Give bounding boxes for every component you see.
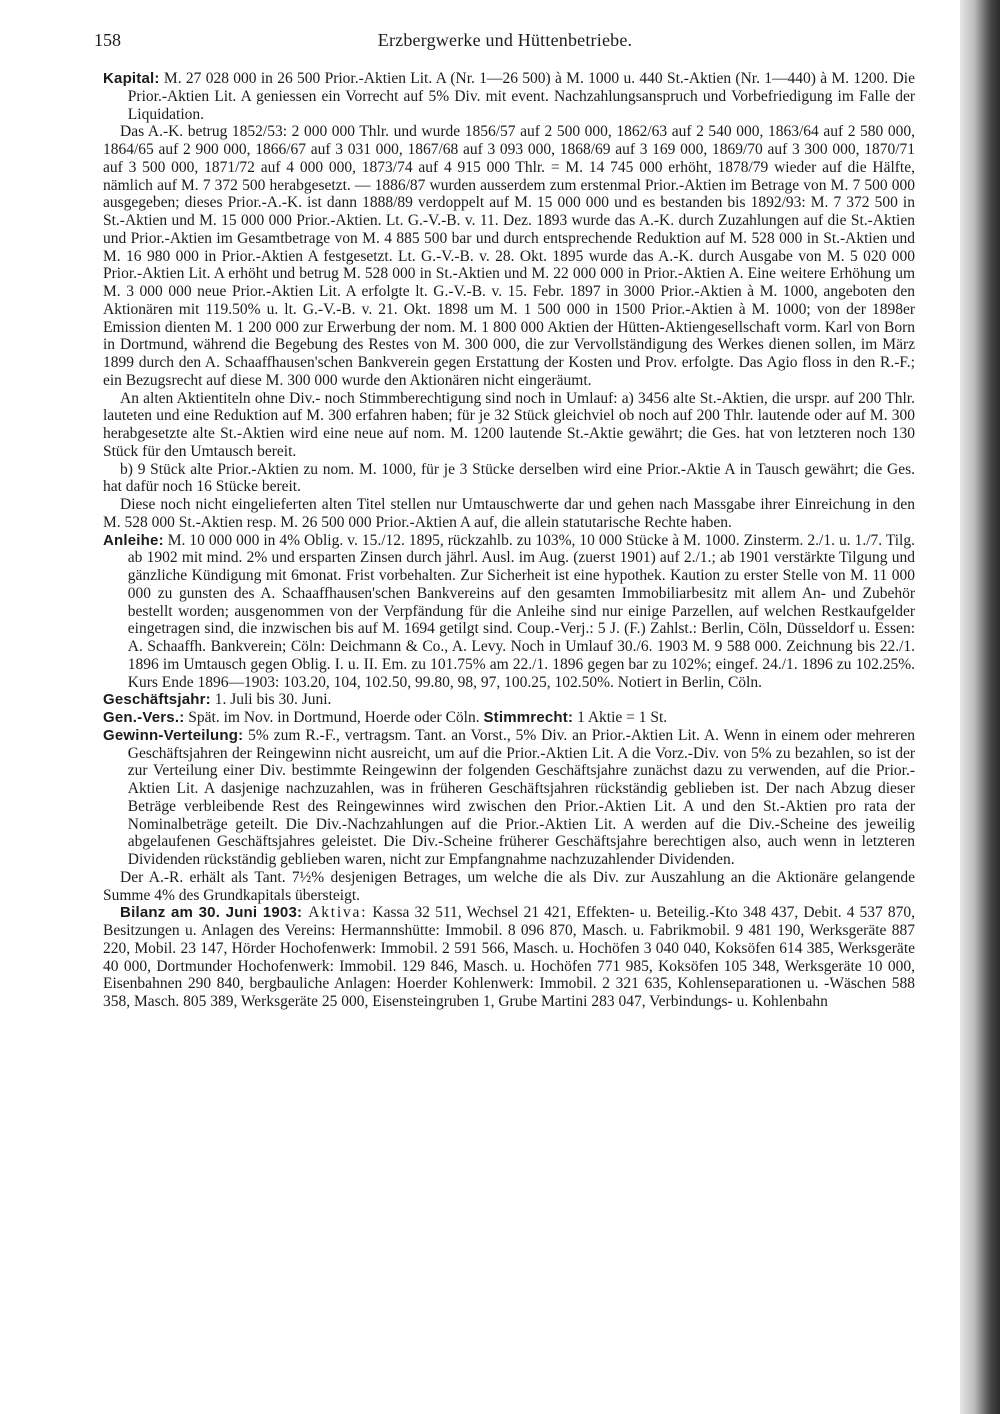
running-head: Erzbergwerke und Hüttenbetriebe. xyxy=(377,30,633,50)
kapital-paragraph xyxy=(103,70,915,123)
geschaeftsjahr-paragraph xyxy=(103,691,915,709)
page-header xyxy=(90,30,920,56)
section-label-anleihe: Anleihe: xyxy=(103,531,164,549)
genvers-text: Spät. im Nov. in Dortmund, Hoerde oder Cöln. xyxy=(184,709,484,726)
section-label-stimmrecht: Stimmrecht: xyxy=(483,709,574,726)
section-label-bilanz: Bilanz am 30. Juni 1903: xyxy=(120,904,303,922)
gewinn-text: 5% zum R.-F., vertragsm. Tant. an Vorst., 5% Div. an Prior.-Aktien Lit. A. Wenn in einem oder mehreren Geschäftsjahren der Reingewinn nicht ausreicht, um auf die Prior.-Aktien Lit. A die Vorz.-Div. von 5% zu bezahlen, so ist der zur Verteilung einer Div. bestimmte Reingewinn der folgenden Geschäftsjahre zunächst dazu zu verwenden, auf die Prior.-Aktien Lit. A dasjenige nachzuzahlen, was in früheren Geschäftsjahren rückständig geblieben ist. Der nach Abzug dieser Beträge verbleibende Rest des Reingewinnes wird zwischen den Prior.-Aktien Lit. A und den St.-Aktien pro rata der Nominalbeträge geteilt. Die Div.-Nachzahlungen auf die Prior.-Aktien Lit. A werden auf die Div.-Scheine des jeweilig abgelaufenen Geschäftsjahres geleistet. Die Div.-Scheine früherer Geschäftsjahre berechtigen also, auch wenn in letzteren Dividenden rückständig geblieben waren, nicht zur Empfangnahme nachzuzahlender Dividenden. xyxy=(127,726,915,868)
anleihe-paragraph xyxy=(103,532,915,692)
kapital-history-paragraph: Das A.-K. betrug 1852/53: 2 000 000 Thlr. und wurde 1856/57 auf 2 500 000, 1862/63 auf 2 540 000, 1863/64 auf 2 580 000, 1864/65 auf 2 900 000, 1866/67 auf 3 031 000, 1867/68 auf 3 093 000, 1868/69 auf 3 169 000, 1869/70 auf 3 300 000, 1870/71 auf 3 500 000, 1871/72 auf 4 000 000, 1873/74 auf 4 915 000 Thlr. = M. 14 745 000 erhöht, 1878/79 wieder auf die Hälfte, nämlich auf M. 7 372 500 herabgesetzt. — 1886/87 wurden ausserdem zum erstenmal Prior.-Aktien im Betrage von M. 7 500 000 ausgegeben; dieses Prior.-A.-K. ist dann 1888/89 verdoppelt auf M. 15 000 000 und es bestanden bis 1892/93: M. 7 372 500 in St.-Aktien und M. 15 000 000 Prior.-Aktien. Lt. G.-V.-B. v. 11. Dez. 1893 wurde das A.-K. durch Zuzahlungen auf die St.-Aktien und Prior.-Aktien im Gesamtbetrage von M. 4 885 500 bar und durch entsprechende Reduktion auf M. 528 000 in St.-Aktien und M. 16 980 000 in Prior.-Aktien A festgesetzt. Lt. G.-V.-B. v. 28. Okt. 1895 wurde das A.-K. durch Ausgabe von M. 5 020 000 Prior.-Aktien Lit. A erhöht und betrug M. 528 000 in St.-Aktien und M. 22 000 000 in Prior.-Aktien A. Eine weitere Erhöhung um M. 3 000 000 neue Prior.-Aktien Lit. A erfolgte lt. G.-V.-B. v. 15. Febr. 1897 in 3000 Prior.-Aktien à M. 1000, angeboten den Aktionären mit 119.50% u. lt. G.-V.-B. v. 21. Okt. 1898 um M. 1 500 000 in 1500 Prior.-Aktien à M. 1000; von der 1898er Emission dienten M. 1 200 000 zur Erwerbung der nom. M. 1 800 000 Aktien der Hütten-Aktiengesellschaft vorm. Karl von Born in Dortmund, während die Begebung des Restes von M. 300 000, die zur Vervollständigung des Werkes dienen sollen, im März 1899 durch den A. Schaaffhausen'schen Bankverein gegen Erstattung der Kosten und Prov. erfolgte. Das Agio floss in den R.-F.; ein Bezugsrecht auf diese M. 300 000 wurde den Aktionären nicht eingeräumt. xyxy=(103,123,915,389)
anleihe-text: M. 10 000 000 in 4% Oblig. v. 15./12. 1895, rückzahlb. zu 103%, 10 000 Stücke à M. 1000. Zinsterm. 2./1. u. 1./7. Tilg. ab 1902 mit mind. 2% und ersparten Zinsen durch jährl. Ausl. im Aug. (zuerst 1901) auf 2./1.; ab 1901 verstärkte Tilgung und gänzliche Kündigung mit 6monat. Frist vorbehalten. Zur Sicherheit ist eine hypothek. Kaution zu erster Stelle von M. 11 000 000 zu gunsten des A. Schaaffhausen'schen Bankvereins auf den gesamten Immobiliarbesitz mit allem An- und Zubehör bestellt worden; ausgenommen von der Verpfändung für die Anleihe sind nur einige Parzellen, auf welchen Restkaufgelder eingetragen sind, die inzwischen bis auf M. 1694 getilgt sind. Coup.-Verj.: 5 J. (F.) Zahlst.: Berlin, Cöln, Düsseldorf u. Essen: A. Schaaffh. Bankverein; Cöln: Deichmann & Co., A. Levy. Noch in Umlauf 30./6. 1903 M. 9 588 000. Zeichnung bis 22./1. 1896 im Umtausch gegen Oblig. I. u. II. Em. zu 101.75% am 22./1. 1896 gegen bar zu 102%; eingef. 24./1. 1896 zu 102.25%. Kurs Ende 1896—1903: 103.20, 104, 102.50, 99.80, 98, 97, 100.25, 102.50%. Notiert in Berlin, Cöln. xyxy=(127,531,915,691)
section-label-kapital: Kapital: xyxy=(103,70,160,87)
kapital-old-titles-paragraph: An alten Aktientiteln ohne Div.- noch Stimmberechtigung sind noch in Umlauf: a) 3456 alte St.-Aktien, die urspr. auf 200 Thlr. lauteten und eine Reduktion auf M. 300 erfahren haben; für je 32 Stück gleichviel ob noch auf 200 Thlr. lautende oder auf M. 300 herabgesetzte alte St.-Aktien wird eine neue auf nom. M. 1200 lautende St.-Aktie gewährt; die Ges. hat von letzteren noch 130 Stück für den Umtausch bereit. xyxy=(103,389,915,460)
gewinn-paragraph xyxy=(103,727,915,869)
kapital-exchange-paragraph: Diese noch nicht eingelieferten alten Titel stellen nur Umtauschwerte dar und gehen nach Massgabe ihrer Einreichung in den M. 528 000 St.-Aktien resp. M. 26 500 000 Prior.-Aktien A auf, die allein statutarische Rechte haben. xyxy=(103,496,915,531)
tantieme-paragraph: Der A.-R. erhält als Tant. 7½% desjenigen Betrages, um welche die als Div. zur Auszahlung an die Aktionäre gelangende Summe 4% des Grundkapitals übersteigt. xyxy=(103,868,915,904)
section-label-genvers: Gen.-Vers.: xyxy=(103,709,185,726)
bilanz-paragraph xyxy=(103,904,915,1011)
section-label-gewinn: Gewinn-Verteilung: xyxy=(103,726,244,744)
kapital-text: M. 27 028 000 in 26 500 Prior.-Aktien Lit. A (Nr. 1—26 500) à M. 1000 u. 440 St.-Aktien (Nr. 1—440) à M. 1200. Die Prior.-Aktien Lit. A geniessen ein Vorrecht auf 5% Div. mit event. Nachzahlungsanspruch und Vorbefriedigung im Falle der Liquidation. xyxy=(127,70,915,123)
geschaeftsjahr-text: 1. Juli bis 30. Juni. xyxy=(210,691,332,709)
aktiva-label: Aktiva: xyxy=(302,904,368,922)
page-number: 158 xyxy=(94,30,121,50)
stimmrecht-text: 1 Aktie = 1 St. xyxy=(573,709,668,726)
genvers-paragraph xyxy=(103,709,915,727)
section-label-geschaeftsjahr: Geschäftsjahr: xyxy=(103,691,211,709)
page-body xyxy=(103,70,915,1011)
scan-edge-shadow xyxy=(960,0,1000,1414)
kapital-prior-titles-paragraph: b) 9 Stück alte Prior.-Aktien zu nom. M. 1000, für je 3 Stücke derselben wird eine Prior.-Aktie A in Tausch gewährt; die Ges. hat dafür noch 16 Stücke bereit. xyxy=(103,460,915,496)
bilanz-text: Kassa 32 511, Wechsel 21 421, Effekten- u. Beteilig.-Kto 348 437, Debit. 4 537 870, Besitzungen u. Anlagen des Vereins: Hermannshütte: Immobil. 8 096 870, Masch. u. Fabrikmobil. 9 481 190, Werksgeräte 887 220, Mobil. 23 147, Hörder Hochofenwerk: Immobil. 2 591 566, Masch. u. Hochöfen 3 040 040, Koksöfen 614 385, Werksgeräte 40 000, Dortmunder Hochofenwerk: Immobil. 129 846, Masch. u. Hochöfen 771 985, Koksöfen 105 348, Werksgeräte 10 000, Eisenbahnen 290 840, bergbauliche Anlagen: Hoerder Kohlenwerk: Immobil. 2 321 635, Kohlenseparationen u. -Wäschen 588 358, Masch. 805 389, Werksgeräte 25 000, Eisensteingruben 1, Grube Martini 283 047, Verbindungs- u. Kohlenbahn xyxy=(103,904,916,1010)
